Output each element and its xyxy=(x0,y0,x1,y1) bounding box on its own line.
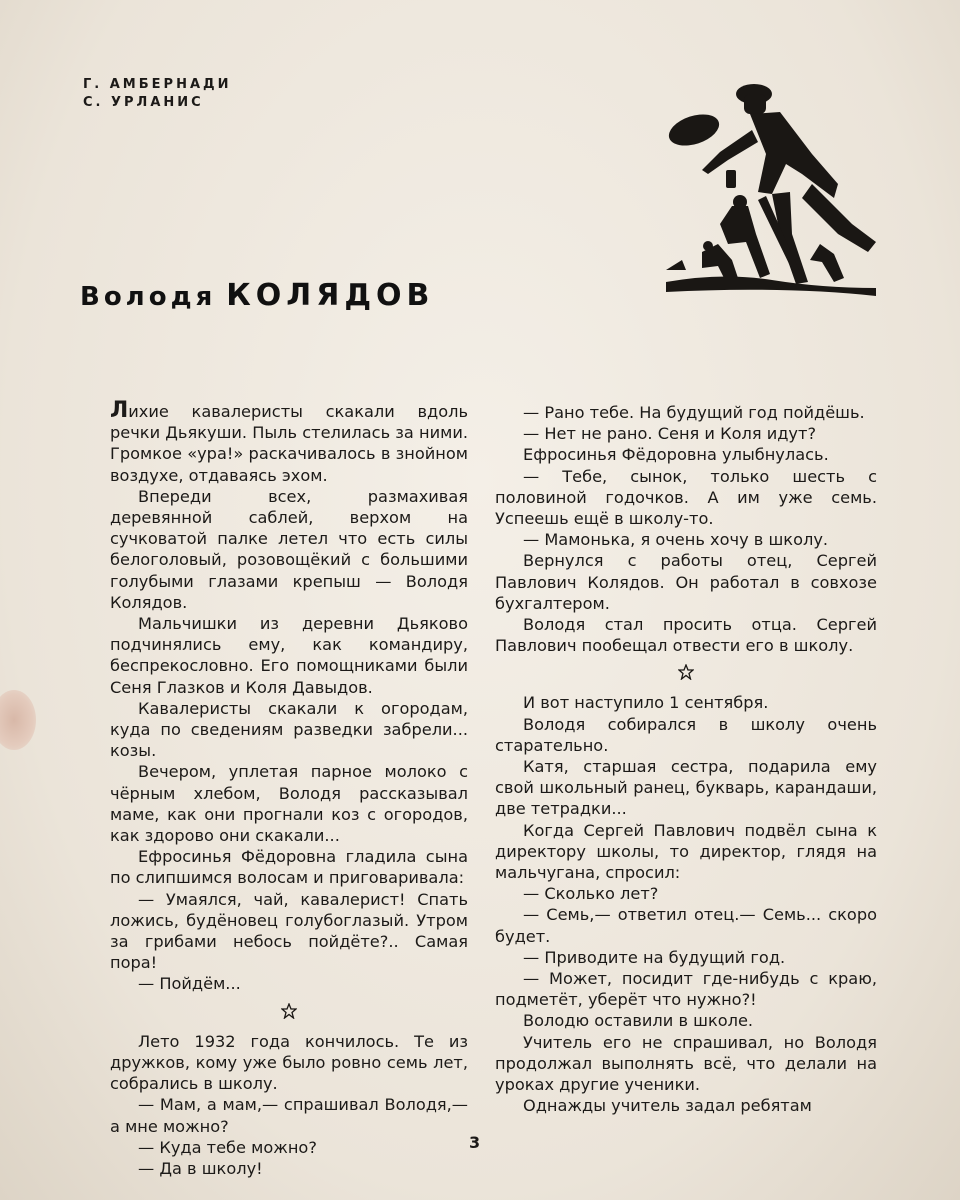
paragraph: — Нет не рано. Сеня и Коля идут? xyxy=(523,424,817,444)
authors xyxy=(83,76,231,112)
dust-cloud-shape xyxy=(665,109,723,152)
paragraph: — Куда тебе можно? xyxy=(138,1137,317,1157)
paragraph: Володя собирался в школу очень старательно. xyxy=(495,714,877,755)
right-column xyxy=(495,402,877,1117)
paragraph: Ефросинья Фёдоровна улыбнулась. xyxy=(523,445,829,465)
paragraph: Ефросинья Фёдоровна гладила сына по слипшимся волосам и приговаривала: xyxy=(110,847,468,888)
paragraph: — Тебе, сынок, только шесть с половиной годочков. А им уже семь. Успеешь ещё в школу-то. xyxy=(495,466,877,529)
section-divider-star-icon xyxy=(110,1003,468,1023)
paragraph: Володя стал просить отца. Сергей Павлович пообещал отвести его в школу. xyxy=(495,615,877,656)
paragraph: Вечером, уплетая парное молоко с чёрным хлебом, Володя рассказывал маме, как они прогнали коз с огородов, как здорово они скакали... xyxy=(110,762,468,846)
paragraph: — Мамонька, я очень хочу в школу. xyxy=(523,530,829,550)
paragraph: Мальчишки из деревни Дьяково подчинялись ему, как командиру, беспрекословно. Его помощниками были Сеня Глазков и Коля Давыдов. xyxy=(110,614,468,697)
paragraph: Володю оставили в школе. xyxy=(523,1011,754,1031)
paragraph: — Мам, а мам,— спрашивал Володя,— а мне можно? xyxy=(110,1095,468,1136)
title-first-name: Володя xyxy=(80,282,217,312)
story-title xyxy=(80,278,434,313)
paragraph: Катя, старшая сестра, подарила ему свой школьный ранец, букварь, карандаши, две тетрадки... xyxy=(495,757,877,819)
paragraph: Однажды учитель задал ребятам xyxy=(523,1096,812,1116)
title-last-name: КОЛЯДОВ xyxy=(226,278,435,313)
paragraph: Вернулся с работы отец, Сергей Павлович Колядов. Он работал в совхозе бухгалтером. xyxy=(495,551,877,613)
paragraph: Когда Сергей Павлович подвёл сына к директору школы, то директор, глядя на мальчугана, спросил: xyxy=(495,820,877,883)
author-1: Г. АМБЕРНАДИ xyxy=(83,77,232,92)
paragraph: — Пойдём... xyxy=(138,974,241,994)
paragraph: — Рано тебе. На будущий год пойдёшь. xyxy=(523,403,865,422)
paragraph: И вот наступило 1 сентября. xyxy=(523,693,769,713)
paragraph: — Сколько лет? xyxy=(523,884,659,904)
page-stain xyxy=(0,690,36,750)
paragraph: — Да в школу! xyxy=(138,1158,263,1178)
paragraph: Лихие кавалеристы скакали вдоль речки Дьякуши. Пыль стелилась за ними. Громкое «ура!» раскачивалось в знойном воздухе, отдаваясь эхом. xyxy=(110,398,468,485)
page-number: 3 xyxy=(469,1133,481,1152)
paragraph: Впереди всех, размахивая деревянной саблей, верхом на сучковатой палке летел что есть силы белоголовый, розовощёкий с большими голубыми глазами крепыш — Володя Колядов. xyxy=(110,486,468,612)
paragraph: — Может, посидит где-нибудь с краю, подметёт, уберёт что нужно?! xyxy=(495,969,877,1010)
paragraph: — Семь,— ответил отец.— Семь... скоро будет. xyxy=(495,905,877,946)
section-divider-star-icon xyxy=(495,664,877,684)
author-2: С. УРЛАНИС xyxy=(83,95,204,110)
paragraph: — Умаялся, чай, кавалерист! Спать ложись, будёновец голубоглазый. Утром за грибами небось пойдёте?.. Самая пора! xyxy=(110,889,468,973)
paragraph: Учитель его не спрашивал, но Володя продолжал выполнять всё, что делали на уроках другие ученики. xyxy=(495,1032,877,1095)
left-column xyxy=(110,400,468,1179)
paragraph: — Приводите на будущий год. xyxy=(523,947,786,967)
paragraph: Лето 1932 года кончилось. Те из дружков, кому уже было ровно семь лет, собрались в школу. xyxy=(110,1031,468,1094)
paragraph: Кавалеристы скакали к огородам, куда по сведениям разведки забрели... козы. xyxy=(110,698,468,761)
rider-with-sabre-illustration xyxy=(662,74,880,304)
